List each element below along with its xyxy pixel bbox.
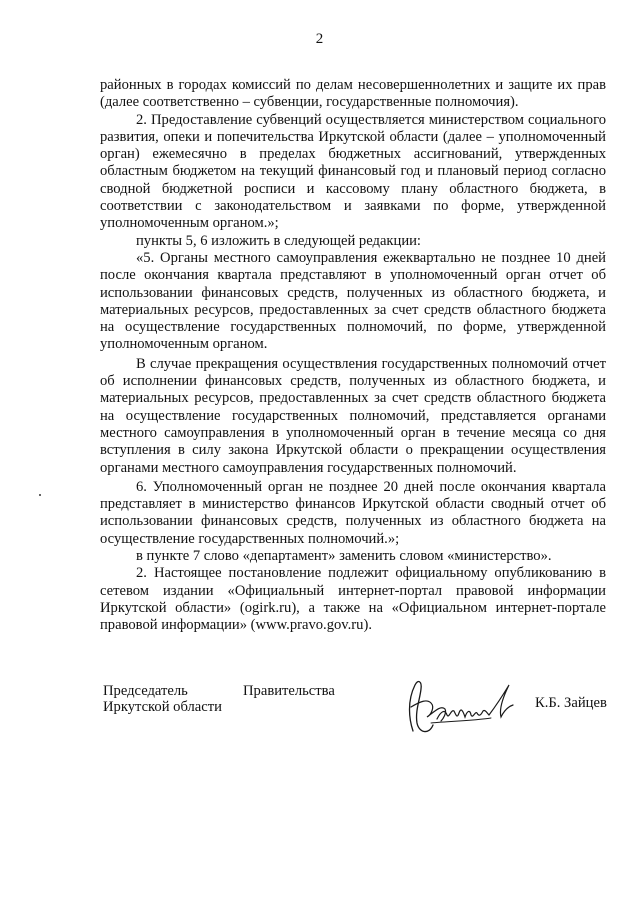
signatory-position-government: Правительства: [243, 683, 335, 699]
signatory-region: Иркутской области: [103, 699, 222, 715]
signature-block: [103, 683, 613, 743]
paragraph-amend-5-6: пункты 5, 6 изложить в следующей редакции:: [136, 232, 421, 249]
paragraph-clause-5: «5. Органы местного самоуправления ежеквартально не позднее 10 дней после окончания квартала представляют в уполномоченный орган отчет об использовании финансовых средств, полученных из областного бюджета, и материальных ресурсов, предоставленных за счет средств областного бюджета на осуществление государственных полномочий, по форме, утвержденной уполномоченным органом.: [100, 249, 606, 353]
handwritten-signature: [391, 671, 531, 743]
paragraph-continuation: районных в городах комиссий по делам несовершеннолетних и защите их прав (далее соответственно – субвенции, государственные полномочия).: [100, 77, 606, 111]
signatory-name: К.Б. Зайцев: [535, 695, 607, 711]
page-number: 2: [315, 31, 324, 47]
paragraph-clause-7: в пункте 7 слово «департамент» заменить словом «министерство».: [136, 548, 552, 565]
paragraph-termination: В случае прекращения осуществления государственных полномочий отчет об исполнении финансовых средств, полученных из областного бюджета, и материальных ресурсов, предоставленных за счет средств областного бюджета на осуществление государственных полномочий, представляется органами местного самоуправления в уполномоченный орган в течение месяца со дня вступления в силу закона Иркутской области о прекращении осуществления органами местного самоуправления государственных полномочий.: [100, 355, 606, 476]
document-body: [100, 77, 606, 635]
paragraph-clause-2: 2. Предоставление субвенций осуществляется министерством социального развития, опеки и попечительства Иркутской области (далее – уполномоченный орган) ежемесячно в пределах бюджетных ассигнований, утвержденных областным бюджетом на текущий финансовый год и плановый период согласно сводной бюджетной росписи и кассовому плану областного бюджета, в соответствии с законодательством и заявками по форме, утвержденной уполномоченным органом.»;: [100, 111, 606, 232]
scan-speck: [39, 494, 41, 496]
paragraph-clause-6: 6. Уполномоченный орган не позднее 20 дней после окончания квартала представляет в министерство финансов Иркутской области сводный отчет об использовании финансовых средств, полученных из областного бюджета на осуществление государственных полномочий.»;: [100, 478, 606, 547]
paragraph-publication: 2. Настоящее постановление подлежит официальному опубликованию в сетевом издании «Официальный интернет-портал правовой информации Иркутской области» (ogirk.ru), а также на «Официальном интернет-портале правовой информации» (www.pravo.gov.ru).: [100, 565, 606, 634]
signatory-position-chairman: Председатель: [103, 683, 188, 699]
